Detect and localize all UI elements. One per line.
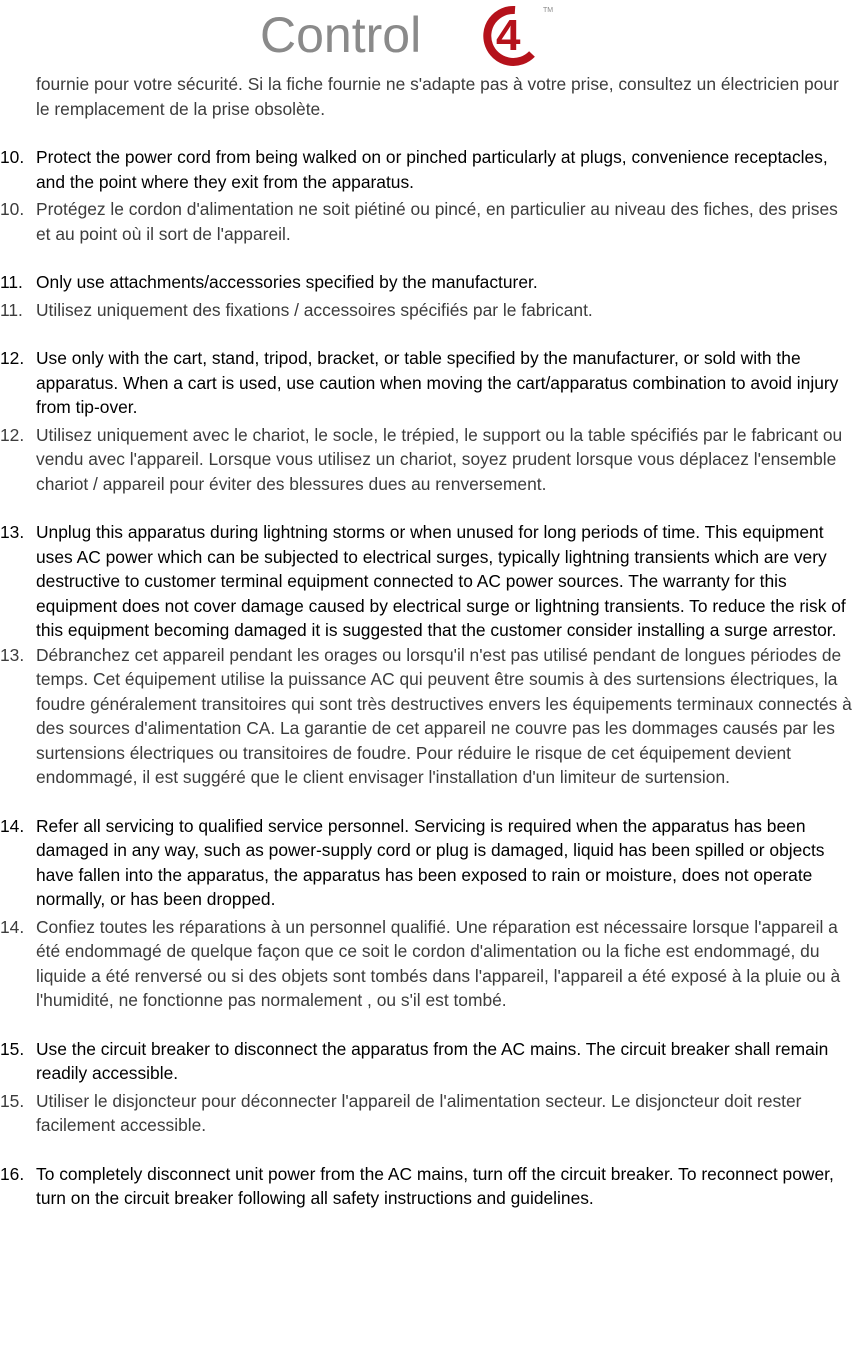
english-text: To completely disconnect unit power from the AC mains, turn off the circuit breaker. To reconnect power, turn on the circuit breaker following all safety instructions and guidelines. [36,1163,834,1208]
french-text: Utilisez uniquement avec le chariot, le socle, le trépied, le support ou la table spécifiés par le fabricant ou vendu avec l'appareil. Lorsque vous utilisez un chariot, soyez prudent lorsque vous déplacez l'ensemble chariot / appareil pour éviter des blessures dues au renversement. [36,424,843,494]
french-text: Utilisez uniquement des fixations / accessoires spécifiés par le fabricant. [36,299,593,320]
item-number: 14. [0,916,25,937]
instruction-14 [0,814,855,1013]
english-text: Refer all servicing to qualified service personnel. Servicing is required when the apparatus has been damaged in any way, such as power-supply cord or plug is damaged, liquid has been spilled or objects have fallen into the apparatus, the apparatus has been exposed to rain or moisture, does not operate normally, or has been dropped. [36,815,825,909]
item-number: 11. [0,299,23,320]
english-text: Unplug this apparatus during lightning storms or when unused for long periods of time. This equipment uses AC power which can be subjected to electrical surges, typically lightning transients which are very destructive to customer terminal equipment connected to AC power sources. The warranty for this equipment does not cover damage caused by electrical surge or lightning transients. To reduce the risk of this equipment becoming damaged it is suggested that the customer consider installing a surge arrestor. [36,522,846,640]
instruction-16 [0,1162,855,1211]
french-text: Débranchez cet appareil pendant les orages ou lorsqu'il n'est pas utilisé pendant de longues périodes de temps. Cet équipement utilise la puissance AC qui peuvent être soumis à des surtensions électriques, la foudre généralement transitoires qui sont très destructives envers les équipements terminaux connectés à des sources d'alimentation CA. La garantie de cet appareil ne couvre pas les dommages causés par les surtensions électriques ou transitoires de foudre. Pour réduire le risque de cet équipement devient endommagé, il est suggéré que le client envisager l'installation d'un limiteur de surtension. [36,644,852,787]
item-number: 14. [0,815,25,836]
item-number: 12. [0,348,25,368]
instruction-10 [0,145,855,246]
safety-instructions [0,72,855,1211]
english-text: Use only with the cart, stand, tripod, bracket, or table specified by the manufacturer, or sold with the apparatus. When a cart is used, use caution when moving the cart/apparatus combination to avoid injury from tip-over. [36,348,839,417]
item-number: 13. [0,522,25,542]
english-text: Use the circuit breaker to disconnect the apparatus from the AC mains. The circuit breaker shall remain readily accessible. [36,1038,829,1083]
item-number: 13. [0,644,25,665]
control4-logo [260,0,560,66]
svg-text:4: 4 [496,11,521,60]
logo-4-mark [487,10,532,62]
instruction-15 [0,1037,855,1138]
intro-french-text: fournie pour votre sécurité. Si la fiche fournie ne s'adapte pas à votre prise, consultez un électricien pour le remplacement de la prise obsolète. [36,74,839,119]
english-text: Protect the power cord from being walked on or pinched particularly at plugs, convenience receptacles, and the point where they exit from the apparatus. [36,147,828,192]
item-number: 15. [0,1090,25,1111]
instruction-13 [0,520,855,790]
french-text: Confiez toutes les réparations à un personnel qualifié. Une réparation est nécessaire lorsque l'appareil a été endommagé de quelque façon que ce soit le cordon d'alimentation ou la fiche est endommagé, du liquide a été renversé ou si des objets sont tombés dans l'appareil, l'appareil a été exposé à la pluie ou à l'humidité, ne fonctionne pas normalement , ou s'il est tombé. [36,916,841,1010]
instruction-11 [0,270,855,322]
item-number: 10. [0,199,25,219]
trademark-symbol: TM [543,7,554,14]
item-number: 12. [0,424,25,445]
french-text: Protégez le cordon d'alimentation ne soit piétiné ou pincé, en particulier au niveau des fiches, des prises et au point où il sort de l'appareil. [36,199,838,244]
item-number: 11. [0,272,23,292]
french-text: Utiliser le disjoncteur pour déconnecter l'appareil de l'alimentation secteur. Le disjoncteur doit rester facilement accessible. [36,1090,802,1135]
item-number: 16. [0,1163,25,1184]
logo-wordmark: Control [260,7,422,63]
english-text: Only use attachments/accessories specified by the manufacturer. [36,272,538,292]
instruction-12 [0,346,855,496]
item-number: 10. [0,147,25,167]
item-number: 15. [0,1038,25,1059]
